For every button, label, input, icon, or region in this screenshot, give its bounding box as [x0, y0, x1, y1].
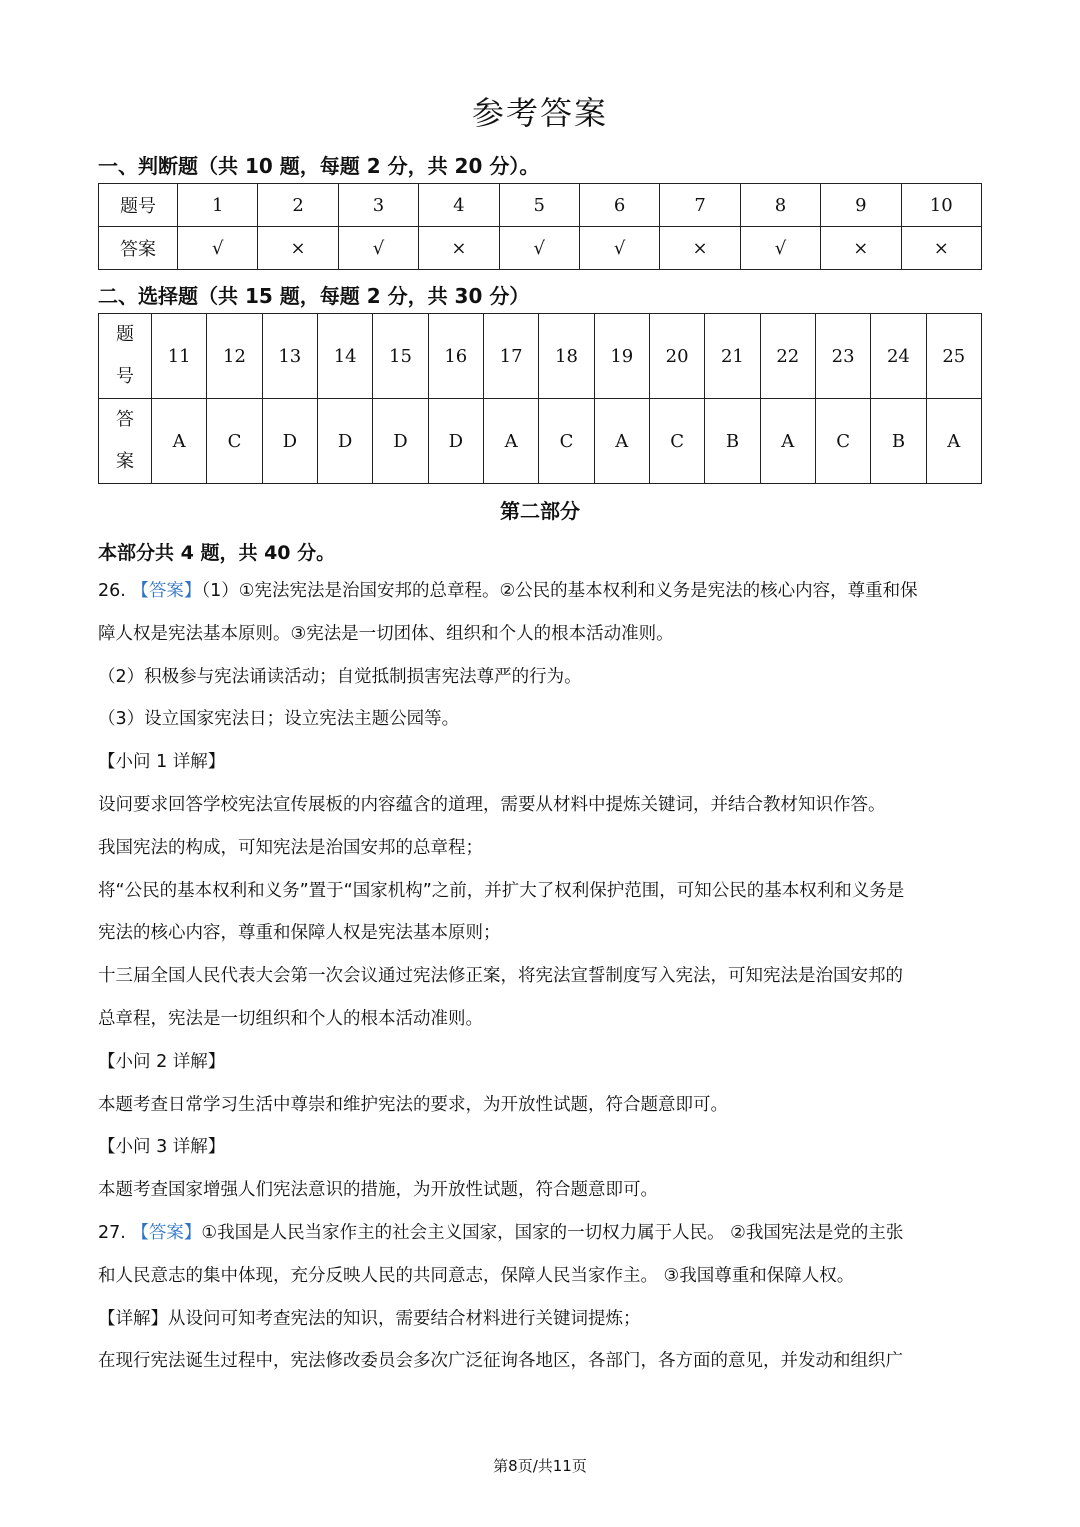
table-cell: 13 [262, 314, 317, 399]
sub-question-heading: 【小问 3 详解】 [98, 1137, 226, 1158]
table-cell: 7 [660, 184, 740, 227]
table-cell: × [660, 227, 740, 270]
table-cell: B [705, 399, 760, 484]
table-cell: 25 [926, 314, 981, 399]
part2-intro: 本部分共 4 题，共 40 分。 [98, 542, 336, 564]
table-cell: 15 [373, 314, 428, 399]
table-cell: 23 [815, 314, 870, 399]
section1-heading: 一、判断题（共 10 题，每题 2 分，共 20 分）。 [98, 154, 540, 178]
judgement-answer-table [98, 183, 982, 270]
answer-text: （1）①宪法宪法是治国安邦的总章程。②公民的基本权利和义务是宪法的核心内容，尊重和保 [201, 581, 918, 601]
row-label-answer: 答案 [99, 227, 178, 270]
table-cell: B [871, 399, 926, 484]
row-label-number: 题号 [99, 184, 178, 227]
table-row [99, 227, 982, 270]
table-cell: × [901, 227, 981, 270]
table-cell: 19 [594, 314, 649, 399]
section2-heading: 二、选择题（共 15 题，每题 2 分，共 30 分） [98, 284, 530, 308]
answer-tag: 【答案】 [131, 581, 202, 601]
answer-body [98, 570, 988, 1383]
table-cell: × [419, 227, 499, 270]
table-cell: √ [499, 227, 579, 270]
table-cell: 8 [740, 184, 820, 227]
table-row [99, 314, 982, 399]
explanation-text: 将“公民的基本权利和义务”置于“国家机构”之前，并扩大了权利保护范围，可知公民的基本权利和义务是 [98, 880, 905, 901]
question-number: 26. [98, 581, 126, 601]
q26-answer-line [98, 570, 988, 613]
table-cell: √ [178, 227, 258, 270]
table-cell: A [926, 399, 981, 484]
table-cell: C [815, 399, 870, 484]
table-cell: 6 [579, 184, 659, 227]
table-cell: A [483, 399, 538, 484]
page-title: 参考答案 [471, 94, 608, 132]
table-cell: A [152, 399, 207, 484]
explanation-text: 【详解】从设问可知考查宪法的知识，需要结合材料进行关键词提炼； [98, 1308, 641, 1329]
table-cell: 5 [499, 184, 579, 227]
row-label-answer [99, 399, 152, 484]
table-cell: A [594, 399, 649, 484]
row-label-char: 案 [116, 451, 134, 472]
table-cell: 20 [649, 314, 704, 399]
table-row [99, 399, 982, 484]
table-cell: 2 [258, 184, 338, 227]
answer-text: （3）设立国家宪法日；设立宪法主题公园等。 [98, 709, 460, 730]
row-label-number [99, 314, 152, 399]
row-label-char: 号 [116, 366, 134, 387]
table-cell: 4 [419, 184, 499, 227]
table-cell: A [760, 399, 815, 484]
table-row [99, 184, 982, 227]
table-cell: 12 [207, 314, 262, 399]
table-cell: √ [338, 227, 418, 270]
page-footer: 第8页/共11页 [493, 1457, 587, 1475]
table-cell: 14 [317, 314, 372, 399]
answer-text: ①我国是人民当家作主的社会主义国家，国家的一切权力属于人民。 ②我国宪法是党的主张 [201, 1222, 904, 1243]
table-cell: D [373, 399, 428, 484]
table-cell: C [539, 399, 594, 484]
table-cell: D [428, 399, 483, 484]
explanation-text: 设问要求回答学校宪法宣传展板的内容蕴含的道理，需要从材料中提炼关键词，并结合教材知识作答。 [98, 794, 886, 815]
table-cell: 10 [901, 184, 981, 227]
q27-answer-line [98, 1212, 988, 1255]
row-label-char: 题 [116, 324, 134, 345]
table-cell: D [262, 399, 317, 484]
table-cell: √ [740, 227, 820, 270]
answer-tag: 【答案】 [131, 1222, 202, 1243]
table-cell: 17 [483, 314, 538, 399]
choice-answer-table [98, 313, 982, 484]
table-cell: C [207, 399, 262, 484]
table-cell: 24 [871, 314, 926, 399]
table-cell: 11 [152, 314, 207, 399]
table-cell: 22 [760, 314, 815, 399]
explanation-text: 我国宪法的构成，可知宪法是治国安邦的总章程； [98, 837, 483, 858]
table-cell: 18 [539, 314, 594, 399]
table-cell: 21 [705, 314, 760, 399]
answer-text: 和人民意志的集中体现，充分反映人民的共同意志，保障人民当家作主。 ③我国尊重和保障人权。 [98, 1265, 855, 1286]
answer-text: （2）积极参与宪法诵读活动；自觉抵制损害宪法尊严的行为。 [98, 666, 582, 687]
table-cell: C [649, 399, 704, 484]
sub-question-heading: 【小问 2 详解】 [98, 1051, 226, 1072]
table-cell: √ [579, 227, 659, 270]
explanation-text: 在现行宪法诞生过程中，宪法修改委员会多次广泛征询各地区，各部门，各方面的意见，并发动和组织广 [98, 1351, 903, 1372]
table-cell: D [317, 399, 372, 484]
explanation-text: 本题考查日常学习生活中尊崇和维护宪法的要求，为开放性试题，符合题意即可。 [98, 1094, 728, 1115]
explanation-text: 本题考查国家增强人们宪法意识的措施，为开放性试题，符合题意即可。 [98, 1180, 658, 1201]
table-cell: 9 [821, 184, 901, 227]
sub-question-heading: 【小问 1 详解】 [98, 752, 226, 773]
part2-heading: 第二部分 [500, 499, 580, 523]
explanation-text: 总章程，宪法是一切组织和个人的根本活动准则。 [98, 1008, 483, 1029]
question-number: 27. [98, 1222, 126, 1243]
table-cell: 1 [178, 184, 258, 227]
table-cell: × [258, 227, 338, 270]
row-label-char: 答 [116, 409, 134, 430]
explanation-text: 宪法的核心内容，尊重和保障人权是宪法基本原则； [98, 923, 501, 944]
explanation-text: 十三届全国人民代表大会第一次会议通过宪法修正案，将宪法宣誓制度写入宪法，可知宪法是治国安邦的 [98, 966, 903, 987]
answer-text: 障人权是宪法基本原则。③宪法是一切团体、组织和个人的根本活动准则。 [98, 623, 674, 644]
table-cell: 16 [428, 314, 483, 399]
table-cell: × [821, 227, 901, 270]
table-cell: 3 [338, 184, 418, 227]
